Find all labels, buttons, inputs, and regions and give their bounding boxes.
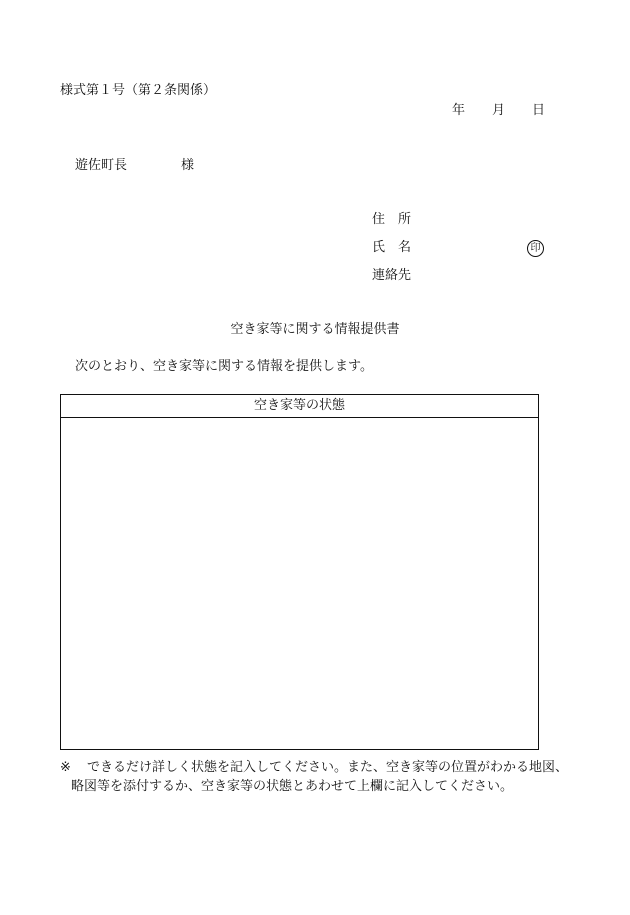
intro-text: 次のとおり、空き家等に関する情報を提供します。	[75, 359, 373, 374]
recipient	[75, 158, 194, 174]
recipient-name: 遊佐町長	[75, 158, 128, 173]
date-day-label: 日	[532, 103, 546, 118]
note-line1: できるだけ詳しく状態を記入してください。また、空き家等の位置がわかる地図、	[87, 760, 569, 775]
date-month-label: 月	[492, 103, 506, 118]
note-mark: ※	[60, 760, 71, 775]
date-year-label: 年	[452, 103, 466, 118]
form-number: 様式第１号（第２条関係）	[60, 83, 217, 98]
name-label: 氏名	[372, 240, 425, 255]
address-label: 住所	[372, 212, 425, 227]
recipient-honorific: 様	[181, 158, 195, 173]
seal-mark: 印	[527, 240, 544, 257]
note-line2: 略図等を添付するか、空き家等の状態とあわせて上欄に記入してください。	[71, 779, 514, 794]
contact-label: 連絡先	[372, 268, 412, 283]
state-box-header: 空き家等の状態	[61, 395, 538, 418]
document-title: 空き家等に関する情報提供書	[230, 322, 400, 337]
state-box	[60, 394, 539, 750]
date-line	[452, 103, 545, 119]
